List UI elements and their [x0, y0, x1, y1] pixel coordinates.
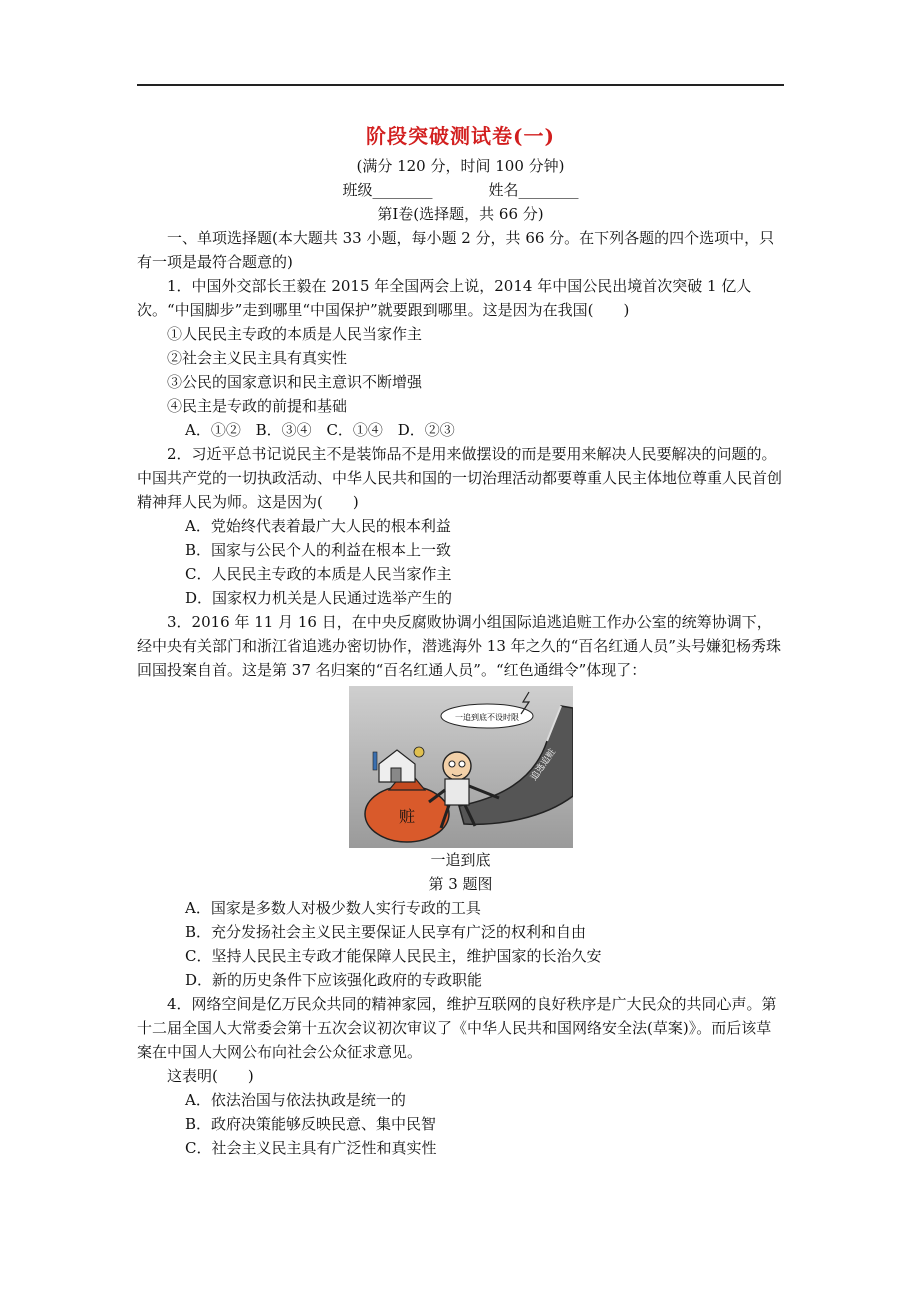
figure-caption: 一追到底	[430, 851, 491, 869]
question-4-option-b[interactable]: B．政府决策能够反映民意、集中民智	[185, 1115, 437, 1133]
question-4-tail: 这表明( )	[167, 1067, 254, 1085]
question-1-option-c[interactable]: C．①④	[326, 421, 383, 439]
money-bag-label: 赃	[398, 807, 415, 826]
question-3-option-b[interactable]: B．充分发扬社会主义民主要保证人民享有广泛的权利和自由	[185, 923, 587, 941]
exam-title: 阶段突破测试卷(一)	[366, 124, 555, 148]
section-heading: 第Ⅰ卷(选择题，共 66 分)	[377, 205, 544, 223]
question-1-option-a[interactable]: A．①②	[185, 421, 241, 439]
exam-subtitle: (满分 120 分，时间 100 分钟)	[356, 157, 565, 175]
question-2-option-d[interactable]: D．国家权力机关是人民通过选举产生的	[185, 589, 453, 607]
class-field-label: 班级________	[342, 181, 433, 199]
question-3-stem: 3．2016 年 11 月 16 日，在中央反腐败协调小组国际追逃追赃工作办公室的统筹协调下，经中央有关部门和浙江省追逃办密切协作，潜逃海外 13 年之久的“百名红通人员”头号嫌犯杨秀珠回国投案自首。这是第 37 名归案的“百名红通人员”。“红色通缉令”体现了：	[137, 613, 781, 679]
question-2-option-c[interactable]: C．人民民主专政的本质是人民当家作主	[185, 565, 452, 583]
speech-bubble-text: 一追到底不设时限	[454, 713, 519, 722]
question-3-option-a[interactable]: A．国家是多数人对极少数人实行专政的工具	[185, 899, 481, 917]
question-2-option-b[interactable]: B．国家与公民个人的利益在根本上一致	[185, 541, 452, 559]
figure-label: 第 3 题图	[428, 875, 493, 893]
question-3-option-c[interactable]: C．坚持人民民主专政才能保障人民民主，维护国家的长治久安	[185, 947, 602, 965]
question-4-stem: 4．网络空间是亿万民众共同的精神家园，维护互联网的良好秩序是广大民众的共同心声。第十二届全国人大常委会第十五次会议初次审议了《中华人民共和国网络安全法(草案)》。而后该草案在中国人大网公布向社会公众征求意见。	[137, 995, 777, 1061]
exam-page	[137, 118, 784, 1160]
question-1-item: ①人民民主专政的本质是人民当家作主	[167, 325, 423, 343]
sleeve-label: 追逃追赃	[528, 747, 558, 783]
instructions: 一、单项选择题(本大题共 33 小题，每小题 2 分，共 66 分。在下列各题的四个选项中，只有一项是最符合题意的)	[137, 229, 775, 271]
cartoon-illustration	[349, 686, 573, 848]
question-3-option-d[interactable]: D．新的历史条件下应该强化政府的专政职能	[185, 971, 483, 989]
top-rule	[137, 84, 784, 86]
question-2-option-a[interactable]: A．党始终代表着最广大人民的根本利益	[185, 517, 451, 535]
question-1-item: ②社会主义民主具有真实性	[167, 349, 348, 367]
student-info-row	[137, 178, 784, 202]
question-4-option-a[interactable]: A．依法治国与依法执政是统一的	[185, 1091, 406, 1109]
question-4-option-c[interactable]: C．社会主义民主具有广泛性和真实性	[185, 1139, 437, 1157]
question-1-item: ③公民的国家意识和民主意识不断增强	[167, 373, 423, 391]
question-1-option-b[interactable]: B．③④	[255, 421, 312, 439]
question-1-option-d[interactable]: D．②③	[397, 421, 455, 439]
question-1-stem: 1．中国外交部长王毅在 2015 年全国两会上说，2014 年中国公民出境首次突破 1 亿人次。“中国脚步”走到哪里“中国保护”就要跟到哪里。这是因为在我国( )	[137, 277, 752, 319]
name-field-label: 姓名________	[488, 181, 579, 199]
cartoon-figure	[349, 686, 573, 848]
question-2-stem: 2．习近平总书记说民主不是装饰品不是用来做摆设的而是要用来解决人民要解决的问题的。中国共产党的一切执政活动、中华人民共和国的一切治理活动都要尊重人民主体地位尊重人民首创精神拜人民为师。这是因为( )	[137, 445, 783, 511]
question-1-options	[137, 418, 784, 442]
question-1-item: ④民主是专政的前提和基础	[167, 397, 348, 415]
